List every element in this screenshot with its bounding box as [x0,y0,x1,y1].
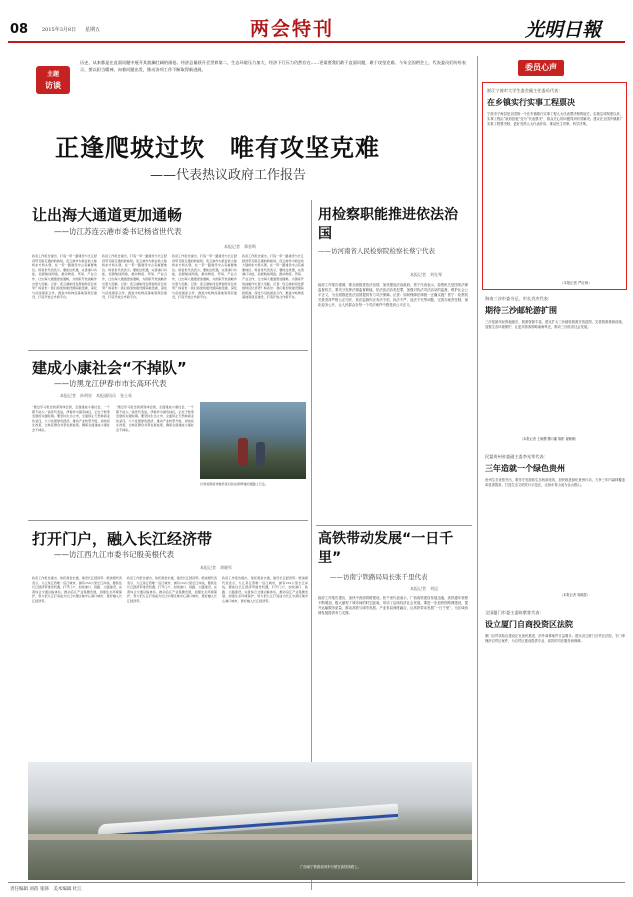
article-author: 本报记者 胡晓军 [200,565,232,570]
masthead-logo: 光明日報 [525,19,602,41]
intro-block [28,58,468,104]
photo-caption: 广西南宁铁路局列车行驶在高铁线路上。 [300,865,362,869]
article-body-col2: “通过学习报告我深刻体会到，全面建成小康社会，一个都不能少。”高环代表说，伊春作为国有林区，正处于转型发展的关键时期。要坚持生态立市，全面停止天然林商业性采伐，大力发展绿色经济，推动产业转型升级，加快民生改善，让林区群众共享发展成果，确保全面建成小康社会不掉队。 [116,405,194,432]
sidebar-badge: 委员心声 [518,60,564,76]
footer-rule [8,882,625,883]
header-rule [8,41,625,43]
article-subtitle: ——访江西九江市委书记殷美根代表 [54,550,174,559]
sidebar-note: （本报记者 王晓樱 魏月蘅 陈彬 翟姗姗） [520,437,579,441]
article-title: 建成小康社会“不掉队” [32,359,187,377]
sidebar-kicker: 民盟贵州省委副主委李光荣代表： [485,454,548,459]
sidebar-divider [477,56,478,886]
issue-date: 2015年3月8日 [42,27,77,33]
article-body: 政府工作报告强调，要全面推进依法治国，加快建设法治政府。蔡宁代表表示，检察机关是国家法律监督机关，要充分发挥法律监督职能，依法惩治各类犯罪，加强对执法司法活动的监督，维护社会公平正义，为全面推进依法治国提供有力司法保障。记者：如何保障法律统一正确实施？蔡宁：检察机关要坚持严格公正司法，依法监督纠正有法不依、执法不严、违法不究等问题，完善办案责任制，深化检务公开，让人民群众在每一个司法案件中感受到公平正义。 [318,283,468,307]
article-body: 政府工作报告提出，打造一带一路建设与长江经济带互联互通的新格局。连云港作为新亚欧大陆桥东方桥头堡，在一带一路建设中占有重要地位。杨省世代表表示，要抓住机遇，完善港口功能，拓展航线网络，推动物流、贸易、产业合作，让出海大通道更加通畅，为国家开放战略作出更大贡献。记者：连云港如何发挥独特区位优势？杨省世：我们将加快建设国际枢纽港，深化与沿线国家合作，推进中哈物流基地等项目建设，打造开放合作新平台。 [32,254,97,300]
sidebar-body: 贵州生态优势突出，要坚守发展和生态两条底线，加快推进绿化贵州行动，力争三年内森林覆盖率显著提高，打造生态文明先行示范区，让绿水青山成为金山银山。 [485,478,625,487]
article-author: 本报记者 刘先琴 [410,272,442,277]
article-author: 本报记者 刘昆 [410,586,438,591]
intro-badge-bottom: 访谈 [45,81,61,90]
article-subtitle: ——访江苏连云港市委书记杨省世代表 [54,227,182,236]
sidebar-title: 设立厦门自商投资区法院 [485,620,573,629]
section-divider [316,525,472,526]
photo-caption: 甘肃省陇南市徽县某村民在新修建的道路上行走。 [200,482,269,486]
viaduct [28,834,472,840]
section-divider [28,520,308,521]
sidebar-title: 在乡镇实行实事工程票决 [487,98,575,107]
sidebar-body: 三沙是最年轻的地级市，旅游资源丰富。建议扩大三沙邮轮旅游开放范围，完善旅游基础设施，加强生态环境保护，让更多游客领略南海风光，推动三沙经济社会发展。 [485,320,625,329]
footer-editors: 责任编辑 刘蓓 张韩 美术编辑 杜江 [10,887,82,892]
sidebar-kicker: 全国厦门市委主委陈紫萱代表： [485,610,544,615]
sidebar-note: （本报记者 严红枫） [560,281,592,285]
news-photo [200,402,306,479]
article-subtitle: ——访河南省人民检察院检察长蔡宁代表 [318,247,435,255]
article-body: 政府工作报告提出，加快中西部铁路建设。张千里代表表示，广西高铁建设发展迅速，高铁通车里程不断增加，极大缩短了城市间的时空距离，带动了沿线经济社会发展。要进一步加快铁路网建设，提升运输服务质量，推动高铁与城市发展、产业布局深度融合，让高铁带动发展“一日千里”，为区域协调发展提供有力支撑。 [318,596,468,615]
banner-subtitle: ——代表热议政府工作报告 [150,168,307,183]
sidebar-body: 厦门自贸试验区建设正在加快推进，涉外商事案件日益增多。建议设立厦门自贸区法院，专门审理涉自贸区案件，为自贸区建设提供专业、高效的司法服务和保障。 [485,634,625,643]
issue-weekday: 星期五 [85,27,101,33]
intro-badge [36,66,70,94]
page-header [0,0,633,52]
article-subtitle: ——访南宁铁路局局长张千里代表 [330,573,428,581]
sidebar-note: （本报记者 周晓霞） [560,593,590,597]
article-title: 用检察职能推进依法治国 [318,207,458,242]
sidebar-body: 宁波市宁海县是全国第一个在乡镇推行实事工程人大代表票决制的地方。实施这项制度以来，实事工程由“政府拍板”变为“代表票决”，群众关心的问题得到有效解决。建议在全国乡镇推广实事工程票决制，更好发挥人大代表作用，推动民主决策、科学决策。 [487,112,623,126]
article-title: 高铁带动发展“一日千里” [318,531,454,566]
article-body: 政府工作报告提出，依托黄金水道，建设长江经济带。殷美根代表表示，九江是江西唯一沿江城市，拥有152公里长江岸线，要抓住长江经济带建设机遇，打开门户，加快港口、铁路、公路建设，完善综合交通运输体系，推动沿江产业集聚发展，加强生态环境保护，努力把九江打造成为长江中游区域中心港口城市，更好融入长江经济带。 [32,576,122,603]
article-body-col3: 政府工作报告提出，依托黄金水道，建设长江经济带。殷美根代表表示，九江是江西唯一沿江城市，拥有152公里长江岸线，要抓住长江经济带建设机遇，打开门户，加快港口、铁路、公路建设，完善综合交通运输体系，推动沿江产业集聚发展，加强生态环境保护，努力把九江打造成为长江中游区域中心港口城市，更好融入长江经济带。 [222,576,308,603]
article-subtitle: ——访黑龙江伊春市市长高环代表 [54,379,167,388]
sidebar-title: 三年造就一个绿色贵州 [485,464,565,473]
intro-badge-top: 主题 [46,71,59,78]
section-divider [28,350,308,351]
article-author: 本报记者 孙明泉 本报通讯员 张士英 [60,393,132,398]
page-number: 08 [10,22,29,37]
section-title: 两会特刊 [250,18,335,40]
article-title: 打开门户，融入长江经济带 [32,530,213,548]
article-body-col2: 政府工作报告提出，依托黄金水道，建设长江经济带。殷美根代表表示，九江是江西唯一沿江城市，拥有152公里长江岸线，要抓住长江经济带建设机遇，打开门户，加快港口、铁路、公路建设，完善综合交通运输体系，推动沿江产业集聚发展，加强生态环境保护，努力把九江打造成为长江中游区域中心港口城市，更好融入长江经济带。 [127,576,217,603]
article-body-col3: 政府工作报告提出，打造一带一路建设与长江经济带互联互通的新格局。连云港作为新亚欧大陆桥东方桥头堡，在一带一路建设中占有重要地位。杨省世代表表示，要抓住机遇，完善港口功能，拓展航线网络，推动物流、贸易、产业合作，让出海大通道更加通畅，为国家开放战略作出更大贡献。记者：连云港如何发挥独特区位优势？杨省世：我们将加快建设国际枢纽港，深化与沿线国家合作，推进中哈物流基地等项目建设，打造开放合作新平台。 [172,254,237,300]
photo-figure [256,442,265,466]
article-body: “通过学习报告我深刻体会到，全面建成小康社会，一个都不能少。”高环代表说，伊春作为国有林区，正处于转型发展的关键时期。要坚持生态立市，全面停止天然林商业性采伐，大力发展绿色经济，推动产业转型升级，加快民生改善，让林区群众共享发展成果，确保全面建成小康社会不掉队。 [32,405,110,432]
intro-text: 历史，从来都是在直面问题中展开其波澜壮阔的画卷。经济总量跃升至世界第二，生态环境压力加大，经济下行压力仍然存在……更需要我们敢于直面问题，敢于攻坚克难。今年全国两会上，代表委员们纷纷表示，要以担当精神，向着问题出发，推动各项工作不断取得新进展。 [80,60,466,72]
article-author: 本报记者 郑晋鸣 [224,244,256,249]
article-body-col4: 政府工作报告提出，打造一带一路建设与长江经济带互联互通的新格局。连云港作为新亚欧大陆桥东方桥头堡，在一带一路建设中占有重要地位。杨省世代表表示，要抓住机遇，完善港口功能，拓展航线网络，推动物流、贸易、产业合作，让出海大通道更加通畅，为国家开放战略作出更大贡献。记者：连云港如何发挥独特区位优势？杨省世：我们将加快建设国际枢纽港，深化与沿线国家合作，推进中哈物流基地等项目建设，打造开放合作新平台。 [242,254,304,300]
sidebar-kicker: 浙江宁波市大学生委会副主任委员代表： [487,88,563,93]
sidebar-title: 期待三沙邮轮游扩围 [485,306,557,315]
photo-figure [238,438,248,466]
article-title: 让出海大通道更加通畅 [32,206,183,224]
banner-title: 正逢爬坡过坎 唯有攻坚克难 [55,134,380,162]
sidebar-kicker: 海南三沙市委书记、市长肖杰代表： [485,296,553,301]
article-body-col2: 政府工作报告提出，打造一带一路建设与长江经济带互联互通的新格局。连云港作为新亚欧大陆桥东方桥头堡，在一带一路建设中占有重要地位。杨省世代表表示，要抓住机遇，完善港口功能，拓展航线网络，推动物流、贸易、产业合作，让出海大通道更加通畅，为国家开放战略作出更大贡献。记者：连云港如何发挥独特区位优势？杨省世：我们将加快建设国际枢纽港，深化与沿线国家合作，推进中哈物流基地等项目建设，打造开放合作新平台。 [102,254,167,300]
train-photo [28,762,472,880]
